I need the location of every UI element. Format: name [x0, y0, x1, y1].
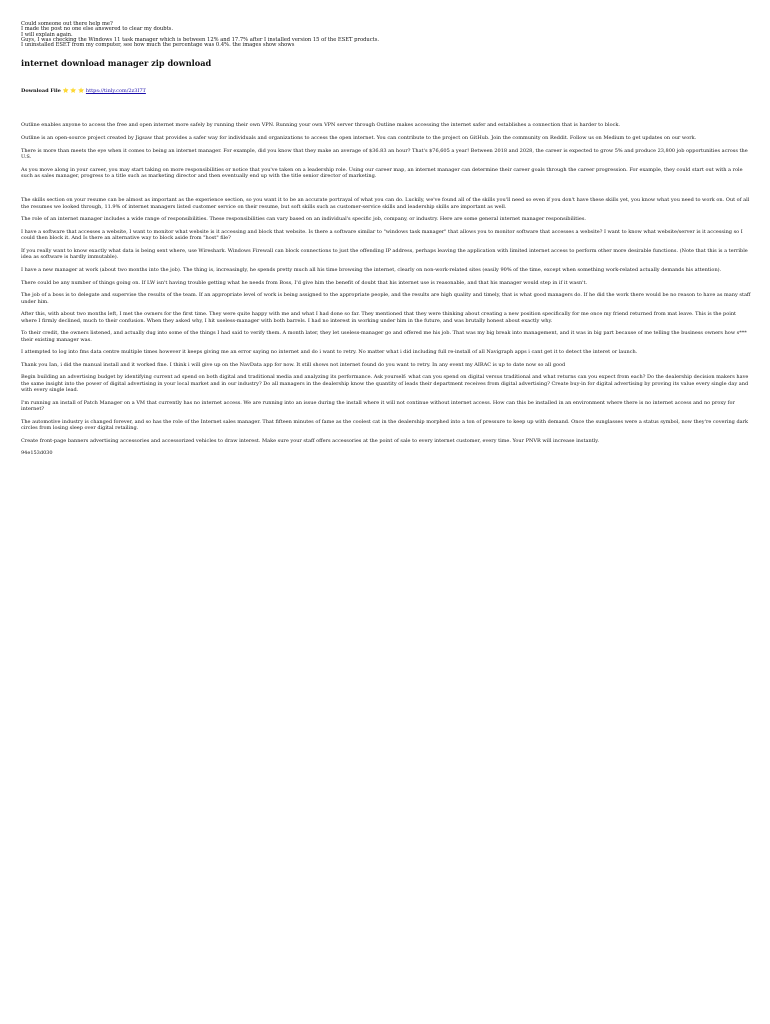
- paragraph: There is more than meets the eye when it comes to being an internet manager. For example, did you know that they make an average of $36.83 an hour? That's $76,605 a year! Between 2018 and 2028, the career is expected to grow 5% and produce 23,800 job opportunities across the U.S.: [21, 147, 748, 161]
- download-label: Download File: [21, 88, 61, 95]
- intro-line: Could someone out there help me?: [21, 21, 113, 27]
- paragraph: There could be any number of things going on. If LW isn't having trouble getting what he needs from Boss, I'd give him the benefit of doubt that his internet use is reasonable, and that his manager would step in if it wasn't.: [21, 279, 588, 286]
- page-title: internet download manager zip download: [21, 58, 212, 69]
- article-body: [21, 122, 750, 456]
- download-line: [21, 88, 750, 95]
- paragraph: As you move along in your career, you may start taking on more responsibilities or notice that you've taken on a leadership role. Using our career map, an internet manager can determine their career goals through the career progression. For example, they could start out with a role such as sales manager, progress to a title such as marketing director and then eventually end up with the title senior director of marketing.: [21, 166, 743, 180]
- paragraph: If you really want to know exactly what data is being sent where, use Wireshark. Windows Firewall can block connections to just the offending IP address, perhaps leaving the application with limited internet access to perform other more desirable functions. (Note that this is a terrible idea as software is hardly immutable).: [21, 248, 748, 261]
- paragraph: Thank you Ian, i did the manual install and it worked fine. I think i will give up on the NavData app for now. It still shows not internet found do you want to retry. In any event my AIRAC is up to date now so all good: [21, 361, 566, 368]
- page: [0, 0, 770, 457]
- intro-line: I uninstalled ESET from my computer, see how much the percentage was 0.4%. the images show shows: [21, 42, 295, 49]
- paragraph: To their credit, the owners listened, and actually dug into some of the things I had said to verify them. A month later, they let useless-manager go and offered me his job. That was my big break into management, and it was in big part because of me telling the business owners how s*** their existing manager was.: [21, 330, 747, 343]
- paragraph: After this, with about two months left, I met the owners for the first time. They were quite happy with me and what I had done so far. They mentioned that they were thinking about creating a new position specifically for me once my friend returned from mat leave. This is the point where I firmly declined, much to their confusion. When they asked why, I hit useless-manager with both barrels. I had no interest in working under him in the future, and was brutally honest about exactly why.: [21, 311, 737, 324]
- intro-line: Guys, I was checking the Windows 11 task manager which is between 12% and 17.7% after I installed version 15 of the ESET products.: [21, 36, 380, 43]
- paragraph: I have a new manager at work (about two months into the job). The thing is, increasingly, he spends pretty much all his time browsing the internet, clearly on non-work-related sites (easily 90% of the time, except when something work-related actually demands his attention).: [21, 267, 722, 274]
- paragraph: Create front-page banners advertising accessories and accessorized vehicles to draw interest. Make sure your staff offers accessories at the point of sale to every internet customer, every time. Your PNVR will increase instantly.: [21, 437, 600, 444]
- paragraph: Outline is an open-source project created by Jigsaw that provides a safer way for individuals and organizations to access the open internet. You can contribute to the project on GitHub. Join the community on Reddit. Follow us on Medium to get updates on our work.: [21, 135, 697, 142]
- paragraph: I'm running an install of Patch Manager on a VM that currently has no internet access. We are running into an issue during the install where it will not continue without internet access. How can this be installed in an environment where there is no internet access and no proxy for internet?: [21, 399, 735, 413]
- star-icons: ⭐ ⭐ ⭐: [62, 88, 85, 95]
- paragraph: The job of a boss is to delegate and supervise the results of the team. If an appropriate level of work is being assigned to the appropriate people, and the results are high quality and timely, that is what good managers do. If he did the work there would be no reason to have as many staff under him.: [21, 292, 751, 305]
- intro-block: [21, 22, 750, 48]
- hash-code: 94e153d030: [21, 450, 53, 457]
- paragraph: I attempted to log into fms data centre multiple times however it keeps giving me an error saying no internet and do i want to retry. No matter what i did including full re-install of all Navigraph apps i cant get it to detect the interet or launch.: [21, 349, 638, 356]
- paragraph: The automotive industry is changed forever, and so has the role of the Internet sales manager. That fifteen minutes of fame as the coolest cat in the dealership morphed into a ton of pressure to keep up with demand. Once the sunglasses were a status symbol, now they're covering dark circles from losing sleep over digital retailing.: [21, 418, 749, 432]
- paragraph: Outline enables anyone to access the free and open internet more safely by running their own VPN. Running your own VPN server through Outline makes accessing the internet safer and establishes a connection that is harder to block.: [21, 122, 621, 129]
- paragraph: The role of an internet manager includes a wide range of responsibilities. These responsibilities can vary based on an individual's specific job, company, or industry. Here are some general internet manager responsibilities.: [21, 216, 587, 223]
- paragraph: Begin building an advertising budget by identifying current ad spend on both digital and traditional media and analyzing its performance. Ask yourself: what can you spend on digital versus traditional and what returns can you expect from each? Do the dealership decision makers have the same insight into the power of digital advertising in your local market and in our industry? Do all managers in the dealership know the quantity of leads their department receives from digital advertising? Create buy-in for digital advertising by proving its value every single day and with every single lead.: [21, 374, 749, 394]
- download-link[interactable]: https://tinly.com/2z3I7T: [85, 88, 146, 95]
- paragraph: I have a software that accesses a website, I want to monitor what website is it accessing and block that website. Is there a software similar to "windows task manager" that allows you to monitor software that accesses a website? I want to know what website/server is it accessing so I could then block it. And Is there an alternative way to block aside from "host" file?: [21, 229, 743, 242]
- intro-line: I made the post no one else answered to clear my doubts.: [21, 26, 173, 33]
- paragraph: The skills section on your resume can be almost as important as the experience section, so you want it to be an accurate portrayal of what you can do. Luckily, we've found all of the skills you'll need so even if you don't have these skills yet, you know what you need to work on. Out of all the resumes we looked through, 11.9% of internet managers listed customer service on their resume, but soft skills such as customer-service skills and leadership skills are important as well.: [21, 197, 750, 210]
- intro-line: I will explain again.: [21, 31, 73, 38]
